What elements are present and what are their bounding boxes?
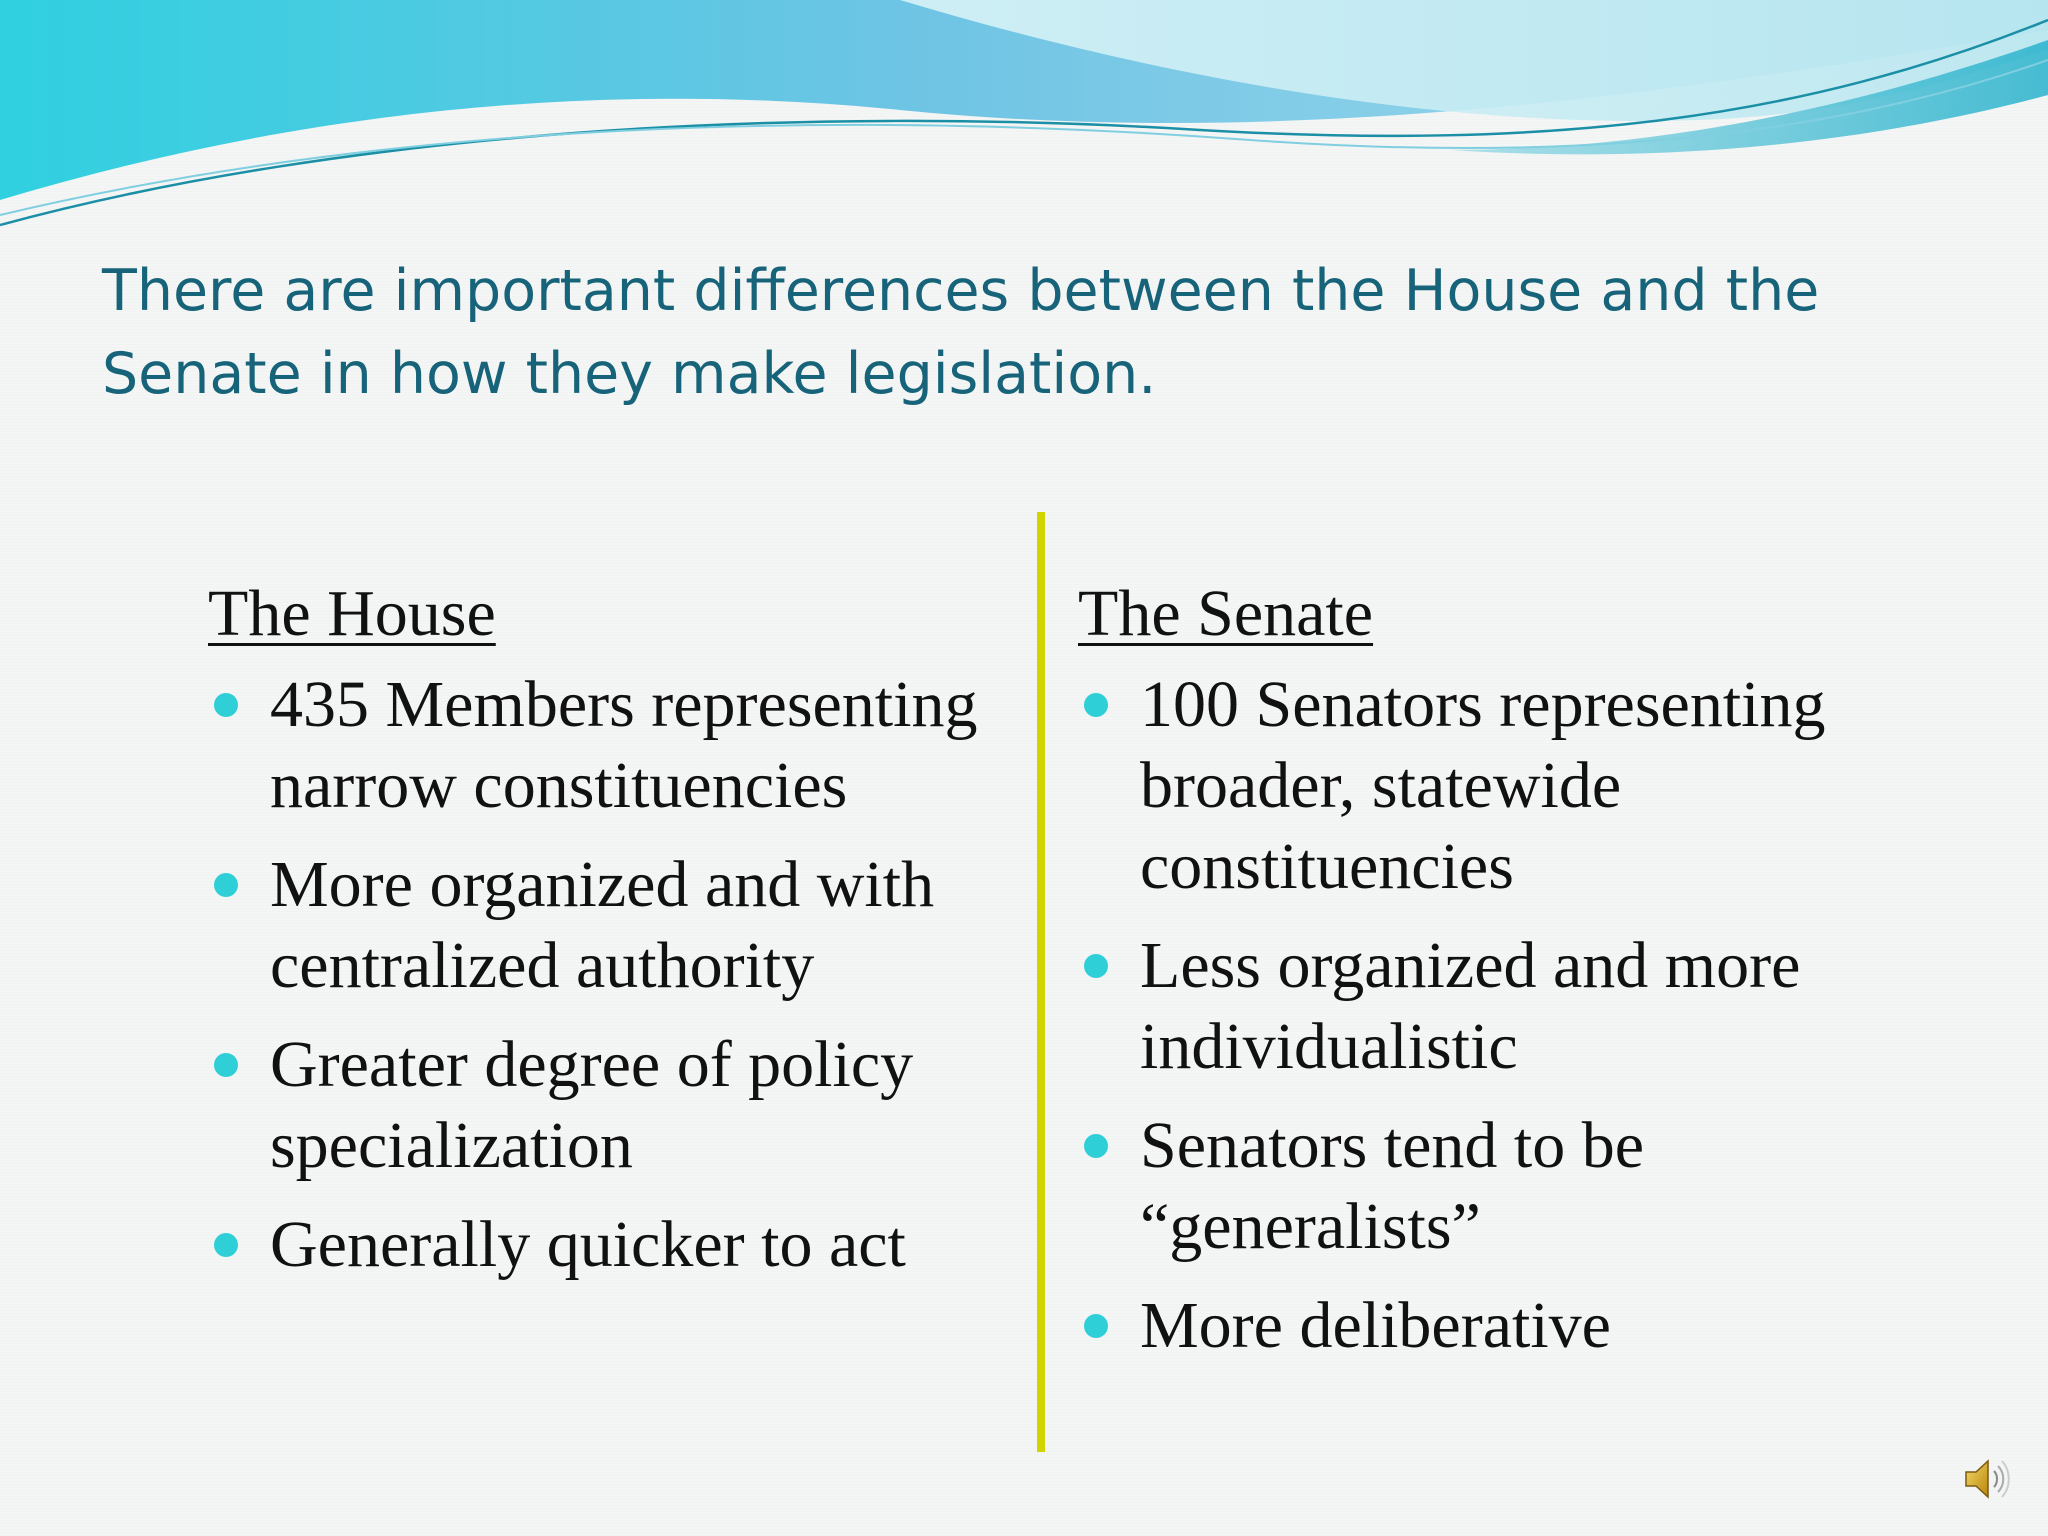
bullet-dot-icon (1084, 1134, 1108, 1158)
list-item (1078, 664, 1958, 907)
house-column (208, 566, 1028, 1303)
list-item (1078, 1105, 1958, 1267)
senate-column (1078, 566, 1958, 1384)
bullet-dot-icon (1084, 693, 1108, 717)
bullet-dot-icon (214, 1053, 238, 1077)
bullet-dot-icon (214, 1233, 238, 1257)
list-item-text: Generally quicker to act (270, 1208, 906, 1281)
list-item-text: Less organized and more individualistic (1140, 929, 1801, 1083)
slide-title: There are important differences between the House and the Senate in how they make legislation. (102, 258, 1820, 407)
list-item (208, 844, 1028, 1006)
list-item (1078, 1285, 1958, 1366)
column-divider (1037, 512, 1045, 1452)
list-item-text: 435 Members representing narrow constituencies (270, 668, 978, 822)
list-item-text: Senators tend to be “generalists” (1140, 1109, 1645, 1263)
list-item-text: More deliberative (1140, 1289, 1611, 1362)
list-item (208, 664, 1028, 826)
senate-heading: The Senate (1078, 577, 1374, 650)
list-item (1078, 925, 1958, 1087)
senate-bullet-list (1078, 664, 1958, 1366)
speaker-icon[interactable] (1958, 1452, 2012, 1506)
list-item-text: Greater degree of policy specialization (270, 1028, 914, 1182)
header-wave-decoration (0, 0, 2048, 240)
house-bullet-list (208, 664, 1028, 1285)
bullet-dot-icon (1084, 954, 1108, 978)
bullet-dot-icon (214, 873, 238, 897)
bullet-dot-icon (214, 693, 238, 717)
list-item (208, 1024, 1028, 1186)
list-item (208, 1204, 1028, 1285)
bullet-dot-icon (1084, 1314, 1108, 1338)
list-item-text: 100 Senators representing broader, statewide constituencies (1140, 668, 1826, 903)
list-item-text: More organized and with centralized authority (270, 848, 935, 1002)
house-heading: The House (208, 577, 496, 650)
